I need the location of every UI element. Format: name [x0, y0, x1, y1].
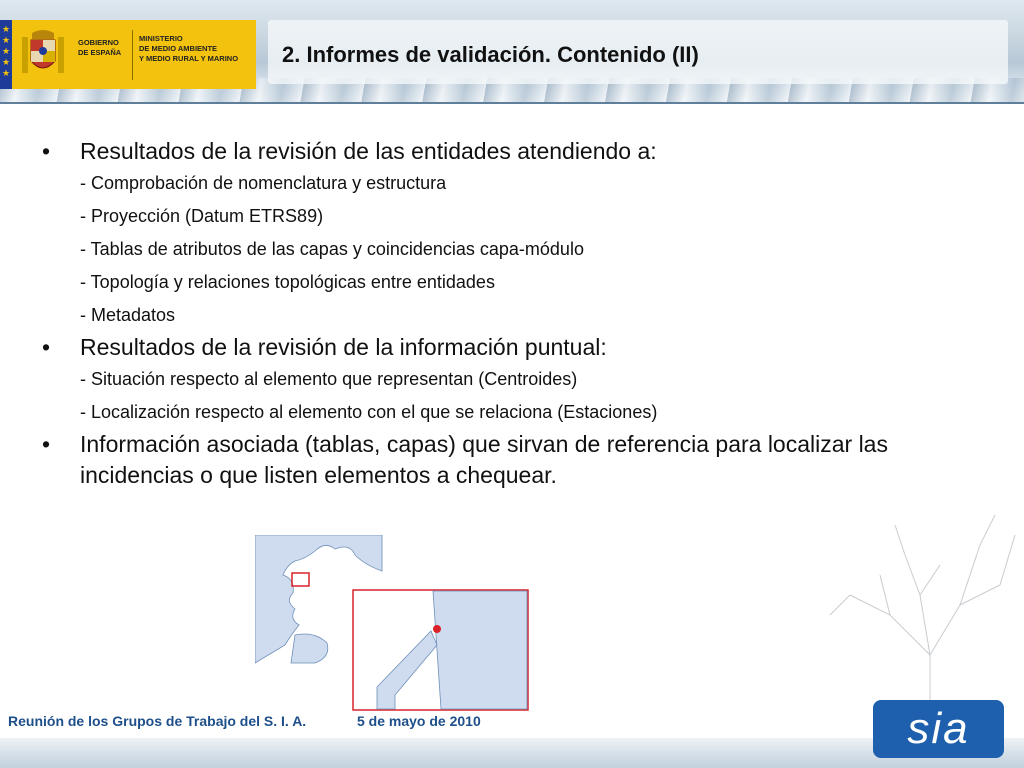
government-logo: [0, 20, 256, 89]
bullet-point-info: [38, 332, 998, 363]
sub-item: - Proyección (Datum ETRS89): [80, 206, 324, 226]
gov-line-1: GOBIERNO: [78, 38, 119, 47]
footer-date: 5 de mayo de 2010: [357, 713, 481, 729]
bullet-associated-info: [38, 429, 998, 491]
bullet-entities: [38, 136, 998, 167]
title-box: [268, 20, 1008, 84]
sub-item: - Topología y relaciones topológicas entre entidades: [80, 272, 495, 292]
incident-point-icon: [433, 625, 441, 633]
sia-logo-text: sia: [907, 704, 970, 753]
sia-logo: [873, 700, 1004, 758]
logo-separator: [132, 30, 133, 80]
sub-item: - Comprobación de nomenclatura y estructura: [80, 173, 447, 193]
eu-flag-icon: ★ ★ ★ ★ ★: [0, 20, 12, 89]
bullet-text: Resultados de la revisión de las entidades atendiendo a:: [80, 138, 657, 164]
sub-item: - Metadatos: [80, 305, 176, 325]
tree-decoration-icon: [810, 505, 1024, 705]
coat-of-arms-icon: [18, 27, 68, 82]
sub-item: - Situación respecto al elemento que representan (Centroides): [80, 369, 578, 389]
validation-map-figure: [255, 535, 545, 715]
gov-line-2: DE ESPAÑA: [78, 48, 122, 57]
sub-item: - Localización respecto al elemento con el que se relaciona (Estaciones): [80, 402, 658, 422]
bullet-marker: •: [42, 431, 51, 457]
ministry-line-3: Y MEDIO RURAL Y MARINO: [139, 54, 239, 63]
sub-item: - Tablas de atributos de las capas y coincidencias capa-módulo: [80, 239, 584, 259]
ministry-line-1: MINISTERIO: [139, 34, 183, 43]
footer-meeting: Reunión de los Grupos de Trabajo del S. I. A.: [8, 713, 307, 729]
footer-band: [0, 738, 1024, 768]
detail-map: [353, 590, 528, 710]
bullet-marker: •: [42, 138, 51, 164]
header-band: [0, 0, 1024, 104]
ministry-line-2: DE MEDIO AMBIENTE: [139, 44, 218, 53]
bullet-text: Resultados de la revisión de la información puntual:: [80, 334, 607, 360]
slide-content: [38, 136, 998, 491]
bullet-text: Información asociada (tablas, capas) que sirvan de referencia para localizar las incidencias o que listen elementos a chequear.: [80, 431, 888, 488]
header-divider: [0, 102, 1024, 104]
bullet-marker: •: [42, 334, 51, 360]
slide-title: 2. Informes de validación. Contenido (II): [282, 42, 699, 67]
